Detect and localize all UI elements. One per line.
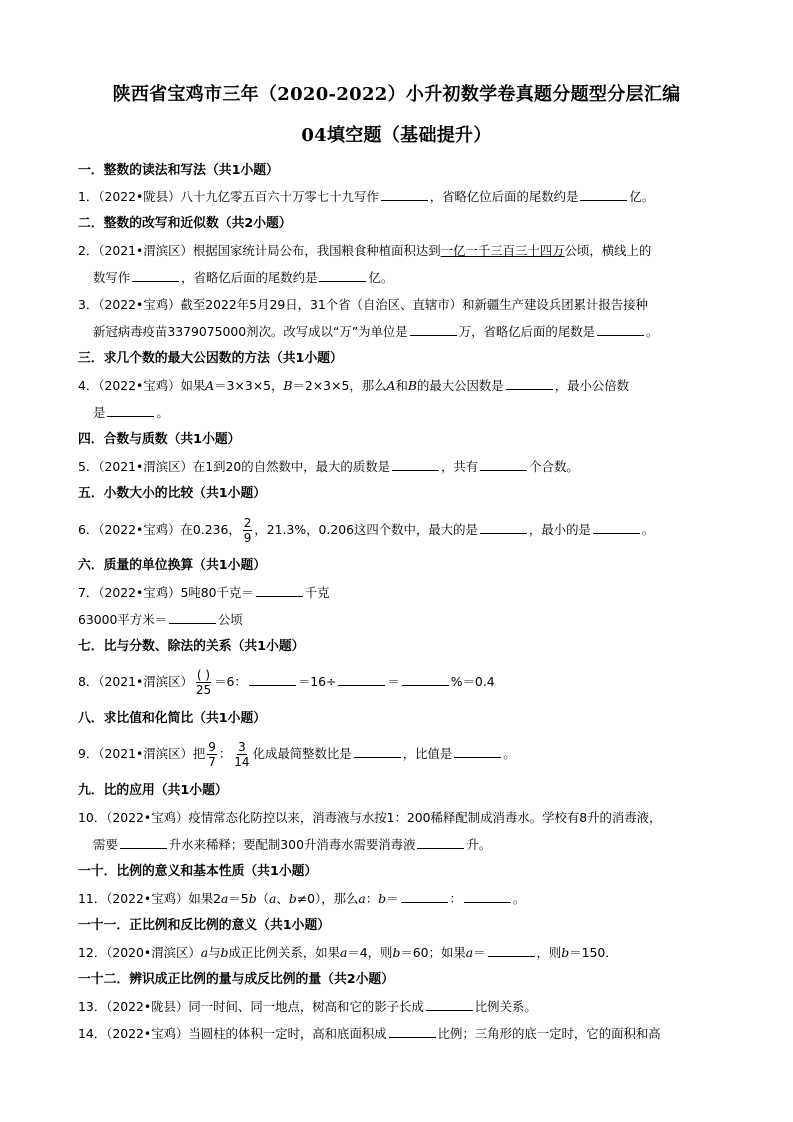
section-heading-7: 七．比与分数、除法的关系（共1小题） (78, 639, 305, 654)
answer-blank[interactable] (319, 269, 366, 282)
answer-blank[interactable] (120, 836, 167, 849)
fraction: $\frac{( )}{25}$ (195, 668, 212, 697)
answer-blank[interactable] (169, 611, 216, 624)
answer-blank[interactable] (426, 998, 473, 1011)
answer-blank[interactable] (132, 269, 179, 282)
answer-blank[interactable] (107, 404, 154, 417)
answer-blank[interactable] (464, 890, 511, 903)
question-4: 4．（2022•宝鸡）如果A＝3×3×5，B＝2×3×5，那么A和B的最大公因数是 ，最小公倍数 (78, 378, 630, 393)
answer-blank[interactable] (338, 673, 385, 686)
answer-blank[interactable] (417, 836, 464, 849)
answer-blank[interactable] (401, 890, 448, 903)
question-1: 1．（2022•陇县）八十九亿零五百六十万零七十九写作 ，省略亿位后面的尾数约是 亿。 (78, 189, 655, 204)
fraction: $\frac{3}{14}$ (234, 740, 250, 769)
answer-blank[interactable] (402, 673, 449, 686)
answer-blank[interactable] (381, 188, 428, 201)
answer-blank[interactable] (392, 458, 439, 471)
question-9: 9．（2021•渭滨区）把 $\frac{9}{7}$ ： $\frac{3}{14}$ 化成最简整数比是 ，比值是 。 (78, 740, 516, 769)
question-10-cont: 需要 升水来稀释；要配制300升消毒水需要消毒液 升。 (93, 837, 492, 852)
question-6: 6．（2022•宝鸡）在0.236， $\frac{2}{9}$ ，21.3%，0.206这四个数中，最大的是 ，最小的是 。 (78, 516, 655, 545)
question-11: 11．（2022•宝鸡）如果2a＝5b（a、b≠0），那么a：b＝ ： 。 (78, 891, 526, 906)
question-4-cont: 是 。 (93, 405, 169, 420)
answer-blank[interactable] (580, 188, 627, 201)
answer-blank[interactable] (480, 458, 527, 471)
answer-blank[interactable] (410, 323, 457, 336)
question-3-cont: 新冠病毒疫苗3379075000剂次。改写成以“万”为单位是 万，省略亿后面的尾数是 。 (93, 324, 659, 339)
answer-blank[interactable] (354, 745, 401, 758)
doc-title-line-1: 陕西省宝鸡市三年（2020-2022）小升初数学卷真题分题型分层汇编 (112, 84, 681, 105)
section-heading-3: 三．求几个数的最大公因数的方法（共1小题） (78, 351, 343, 366)
fraction: $\frac{2}{9}$ (243, 516, 252, 545)
answer-blank[interactable] (506, 377, 553, 390)
section-heading-1: 一．整数的读法和写法（共1小题） (78, 163, 279, 178)
answer-blank[interactable] (389, 1025, 436, 1038)
question-3: 3．（2022•宝鸡）截至2022年5月29日，31个省（自治区、直辖市）和新疆生产建设兵团累计报告接种 (78, 297, 648, 312)
question-12: 12．（2020•渭滨区）a与b成正比例关系，如果a＝4，则b＝60；如果a＝ ，则b＝150． (78, 945, 618, 960)
section-heading-2: 二．整数的改写和近似数（共2小题） (78, 216, 292, 231)
answer-blank[interactable] (256, 584, 303, 597)
answer-blank[interactable] (597, 323, 644, 336)
question-2: 2．（2021•渭滨区）根据国家统计局公布，我国粮食种植面积达到一亿一千三百三十四万公顷，横线上的 (78, 243, 652, 258)
section-heading-8: 八．求比值和化简比（共1小题） (78, 711, 267, 726)
question-7-cont: 63000平方米＝ 公顷 (78, 612, 243, 627)
answer-blank[interactable] (593, 521, 640, 534)
answer-blank[interactable] (488, 944, 535, 957)
section-heading-5: 五．小数大小的比较（共1小题） (78, 486, 267, 501)
question-10: 10．（2022•宝鸡）疫情常态化防控以来，消毒液与水按1：200稀释配制成消毒水。学校有8升的消毒液， (78, 810, 662, 825)
question-5: 5．（2021•渭滨区）在1到20的自然数中，最大的质数是 ，共有 个合数。 (78, 459, 579, 474)
section-heading-12: 一十二．辨识成正比例的量与成反比例的量（共2小题） (78, 972, 395, 987)
section-heading-10: 一十．比例的意义和基本性质（共1小题） (78, 864, 318, 879)
section-heading-4: 四．合数与质数（共1小题） (78, 432, 241, 447)
answer-blank[interactable] (249, 673, 296, 686)
section-heading-9: 九．比的应用（共1小题） (78, 783, 228, 798)
answer-blank[interactable] (480, 521, 527, 534)
answer-blank[interactable] (454, 745, 501, 758)
question-13: 13．（2022•陇县）同一时间、同一地点，树高和它的影子长成 比例关系。 (78, 999, 537, 1014)
question-7: 7．（2022•宝鸡）5吨80千克＝ 千克 (78, 585, 330, 600)
fraction: $\frac{9}{7}$ (208, 740, 216, 769)
question-14: 14．（2022•宝鸡）当圆柱的体积一定时，高和底面积成 比例；三角形的底一定时，它的面积和高 (78, 1026, 661, 1041)
question-2-cont: 数写作 ，省略亿后面的尾数约是 亿。 (93, 270, 394, 285)
section-heading-11: 一十一．正比例和反比例的意义（共1小题） (78, 918, 331, 933)
doc-title-line-2: 04填空题（基础提升） (301, 125, 492, 146)
question-8: 8．（2021•渭滨区） $\frac{( )}{25}$ ＝6： ＝16÷ ＝ %＝0.4 (78, 668, 495, 697)
section-heading-6: 六．质量的单位换算（共1小题） (78, 558, 267, 573)
